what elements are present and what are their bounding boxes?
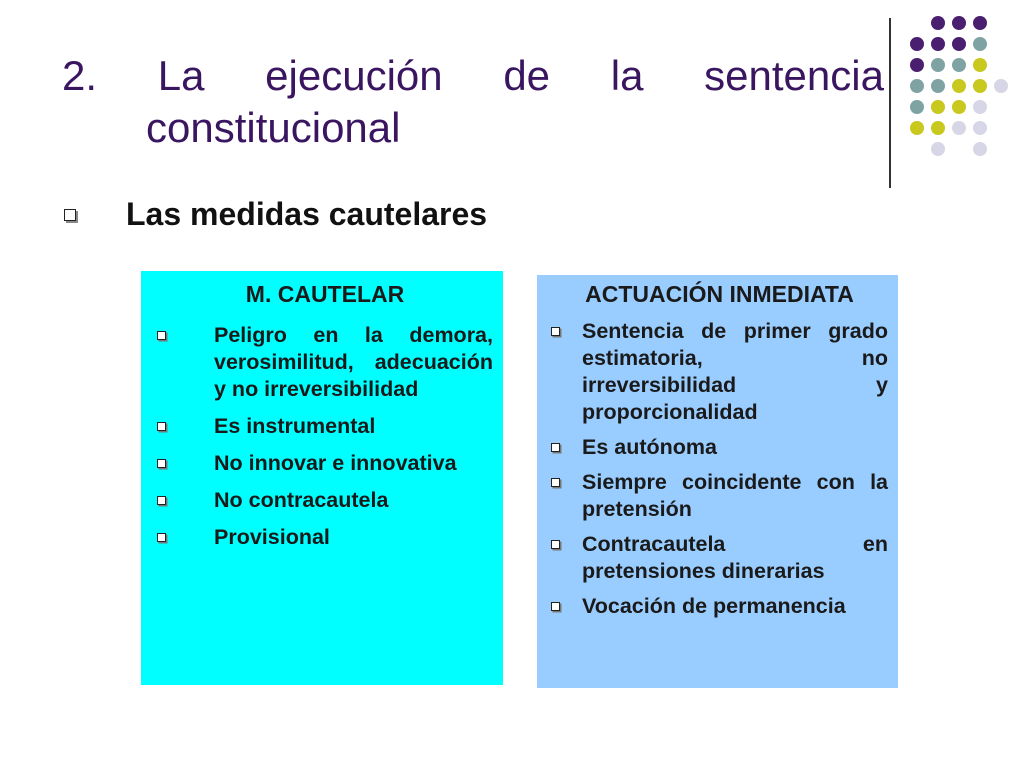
bullet-list [551, 318, 888, 620]
decorative-dot [931, 121, 945, 135]
list-item-text: No innovar e innovativa [214, 451, 457, 475]
decorative-dot [973, 16, 987, 30]
decorative-dot [931, 16, 945, 30]
title-line-2: constitucional [146, 104, 401, 151]
title-line-1 [62, 50, 884, 102]
slide-title [62, 50, 884, 154]
decorative-dot [910, 121, 924, 135]
decorative-dot [952, 79, 966, 93]
title-word: de [503, 52, 551, 99]
title-word: ejecución [265, 52, 443, 99]
decorative-dot [910, 100, 924, 114]
list-item-text: Es instrumental [214, 414, 376, 438]
square-bullet-icon [157, 459, 166, 468]
list-item-text: Provisional [214, 525, 330, 549]
decorative-dot [952, 37, 966, 51]
decorative-dot [973, 37, 987, 51]
decorative-dot [973, 58, 987, 72]
list-item [157, 413, 493, 440]
decorative-dot [910, 37, 924, 51]
list-item [551, 469, 888, 523]
vertical-divider [889, 18, 891, 188]
square-bullet-icon [551, 443, 560, 452]
square-bullet-icon [157, 331, 166, 340]
list-item [551, 434, 888, 461]
decorative-dot [952, 121, 966, 135]
square-bullet-icon [551, 327, 560, 336]
decorative-dot [931, 142, 945, 156]
panel-medida-cautelar [141, 271, 503, 685]
panel-heading: M. CAUTELAR [245, 281, 405, 307]
panel-actuacion-inmediata [537, 275, 898, 688]
list-item [551, 593, 888, 620]
list-item-text: Contracautela en pretensiones dinerarias [582, 532, 888, 583]
list-item [157, 487, 493, 514]
subtitle [64, 196, 487, 233]
decorative-dot [973, 121, 987, 135]
square-bullet-icon [551, 540, 560, 549]
decorative-dot [973, 142, 987, 156]
decorative-dot [952, 58, 966, 72]
decorative-dot [973, 100, 987, 114]
list-item-text: No contracautela [214, 488, 389, 512]
title-number: 2. [62, 52, 98, 99]
list-item [157, 524, 493, 551]
decorative-dot [994, 79, 1008, 93]
square-bullet-icon [551, 602, 560, 611]
decorative-dot [931, 79, 945, 93]
list-item [157, 450, 493, 477]
title-word: sentencia [704, 52, 884, 99]
decorative-dot-grid [900, 10, 1010, 180]
square-bullet-icon [157, 533, 166, 542]
list-item-text: Vocación de permanencia [582, 594, 846, 618]
square-bullet-icon [157, 496, 166, 505]
decorative-dot [931, 58, 945, 72]
decorative-dot [931, 37, 945, 51]
list-item [551, 318, 888, 426]
title-word: la [610, 52, 644, 99]
decorative-dot [952, 100, 966, 114]
decorative-dot [910, 79, 924, 93]
list-item-text: Peligro en la demora, verosimilitud, adecuación y no irreversibilidad [214, 323, 493, 401]
decorative-dot [910, 58, 924, 72]
square-bullet-icon [551, 478, 560, 487]
square-bullet-icon [157, 422, 166, 431]
panel-heading: ACTUACIÓN INMEDIATA [585, 281, 854, 307]
list-item-text: Sentencia de primer grado estimatoria, no irreversibilidad y proporcionalidad [582, 319, 888, 424]
title-word: La [157, 52, 205, 99]
list-item-text: Es autónoma [582, 435, 717, 459]
decorative-dot [931, 100, 945, 114]
subtitle-text: Las medidas cautelares [126, 196, 488, 232]
list-item [157, 322, 493, 403]
square-bullet-icon [64, 209, 76, 221]
list-item-text: Siempre coincidente con la pretensión [582, 470, 888, 521]
list-item [551, 531, 888, 585]
bullet-list [157, 322, 493, 551]
decorative-dot [973, 79, 987, 93]
decorative-dot [952, 16, 966, 30]
